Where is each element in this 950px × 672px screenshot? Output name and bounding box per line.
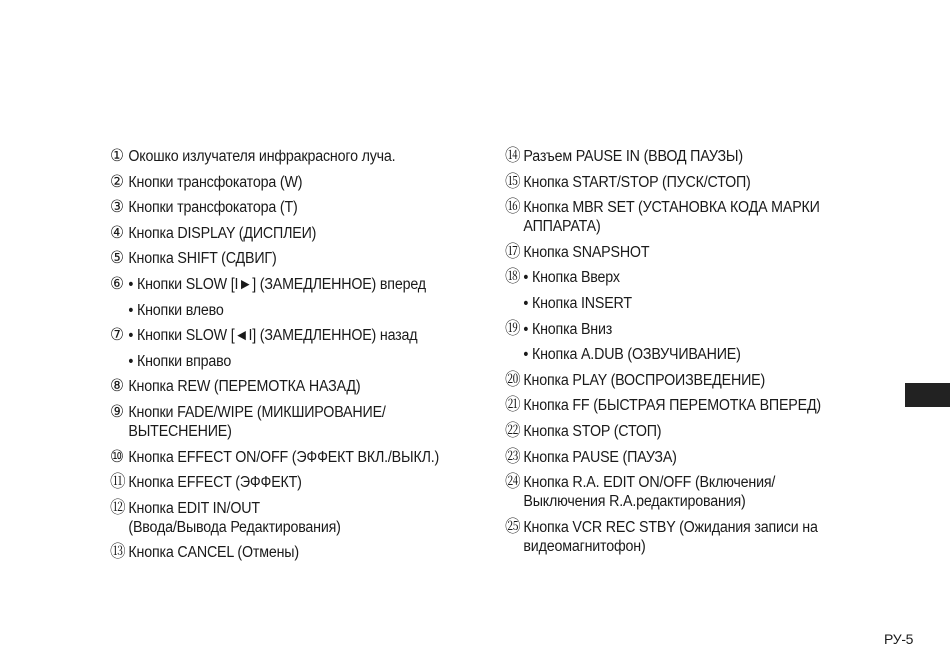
left-column [110, 147, 480, 569]
list-item [110, 275, 450, 294]
item-text: Кнопки FADE/WIPE (МИКШИРОВАНИЕ/ [128, 403, 386, 421]
list-item [110, 499, 450, 537]
item-text: • Кнопки вправо [128, 352, 232, 370]
list-item [110, 301, 450, 320]
list-item [505, 345, 836, 364]
item-text: Кнопка FF (БЫСТРАЯ ПЕРЕМОТКА ВПЕРЕД) [523, 397, 821, 415]
item-text: АППАРАТА) [523, 218, 601, 236]
item-text: Разъем PAUSE IN (ВВОД ПАУЗЫ) [523, 148, 743, 165]
item-number: ㉕ [505, 516, 521, 537]
item-text: Кнопка START/STOP (ПУСК/СТОП) [523, 173, 751, 191]
list-item [110, 326, 450, 345]
item-number: ㉑ [505, 395, 521, 416]
item-text: • Кнопки влево [128, 301, 224, 319]
item-text: ВЫТЕСНЕНИЕ) [128, 422, 232, 440]
item-text: видеомагнитофон) [523, 537, 646, 555]
section-tab-marker [905, 383, 950, 407]
list-item [110, 403, 450, 441]
item-text: Кнопка EDIT IN/OUT [128, 499, 260, 517]
item-number: ⑦ [110, 325, 124, 346]
list-item [110, 147, 450, 166]
item-text: Кнопка EFFECT (ЭФФЕКТ) [128, 474, 302, 492]
item-number: ⑰ [505, 241, 521, 262]
list-item [505, 448, 836, 467]
list-item [505, 518, 836, 556]
list-item [110, 377, 450, 396]
item-number: ③ [110, 197, 124, 218]
list-item [505, 422, 836, 441]
item-number: ② [110, 171, 124, 192]
item-text: Кнопки трансфокатора (T) [128, 199, 298, 217]
item-text: Кнопка PLAY (ВОСПРОИЗВЕДЕНИЕ) [523, 371, 766, 389]
item-number: ⑮ [505, 171, 521, 192]
list-item [110, 448, 450, 467]
right-column [505, 147, 865, 562]
item-number: ⑧ [110, 376, 124, 397]
item-text: • Кнопка A.DUB (ОЗВУЧИВАНИЕ) [523, 346, 741, 364]
item-number: ① [110, 146, 124, 166]
page-number: РУ-5 [884, 631, 914, 647]
item-text: Кнопка STOP (СТОП) [523, 422, 662, 440]
item-number: ⑤ [110, 248, 124, 269]
list-item [110, 198, 450, 217]
item-number: ⑬ [110, 542, 126, 563]
item-text: Кнопка R.A. EDIT ON/OFF (Включения/ [523, 474, 776, 492]
list-item [505, 473, 836, 511]
list-item [505, 243, 836, 262]
item-number: ⑥ [110, 273, 124, 294]
item-number: ⑯ [505, 197, 521, 218]
item-text: Кнопка CANCEL (Отмены) [128, 544, 299, 562]
list-item [505, 294, 836, 313]
list-item [110, 224, 450, 243]
item-text: • Кнопки SLOW [◄I] (ЗАМЕДЛЕННОЕ) назад [128, 327, 418, 345]
item-text: Кнопка PAUSE (ПАУЗА) [523, 448, 677, 466]
item-text: Окошко излучателя инфракрасного луча. [128, 148, 396, 165]
list-item [505, 268, 836, 287]
item-text: (Ввода/Вывода Редактирования) [128, 518, 341, 536]
item-number: ⑱ [505, 267, 521, 288]
item-number: ⑲ [505, 318, 521, 339]
item-text: • Кнопки SLOW [I►] (ЗАМЕДЛЕННОЕ) вперед [128, 275, 426, 293]
list-item [110, 543, 450, 562]
item-number: ④ [110, 222, 124, 243]
list-item [505, 173, 836, 192]
item-text: Кнопка SNAPSHOT [523, 243, 650, 261]
item-text: Кнопка EFFECT ON/OFF (ЭФФЕКТ ВКЛ./ВЫКЛ.) [128, 448, 440, 466]
item-number: ⑪ [110, 472, 126, 493]
list-item [110, 249, 450, 268]
list-item [110, 352, 450, 371]
list-item [505, 147, 836, 166]
item-number: ⑫ [110, 497, 126, 518]
list-item [505, 371, 836, 390]
list-item [505, 198, 836, 236]
item-text: • Кнопка Вверх [523, 269, 620, 287]
item-text: Кнопка REW (ПЕРЕМОТКА НАЗАД) [128, 378, 361, 396]
item-text: Кнопки трансфокатора (W) [128, 173, 303, 191]
item-text: • Кнопка INSERT [523, 294, 632, 312]
list-item [505, 396, 836, 415]
list-item [110, 173, 450, 192]
item-number: ⑭ [505, 146, 521, 166]
item-text: Выключения R.A.редактирования) [523, 493, 746, 511]
item-number: ㉔ [505, 472, 521, 493]
item-text: Кнопка DISPLAY (ДИСПЛЕИ) [128, 224, 317, 242]
item-number: ㉓ [505, 446, 521, 467]
list-item [505, 320, 836, 339]
item-text: Кнопка SHIFT (СДВИГ) [128, 250, 277, 268]
item-text: Кнопка MBR SET (УСТАНОВКА КОДА МАРКИ [523, 199, 820, 217]
item-number: ⑳ [505, 369, 521, 390]
item-number: ⑩ [110, 446, 124, 467]
list-item [110, 473, 450, 492]
item-number: ⑨ [110, 401, 124, 422]
item-number: ㉒ [505, 420, 521, 441]
item-text: • Кнопка Вниз [523, 320, 613, 338]
item-text: Кнопка VCR REC STBY (Ожидания записи на [523, 518, 818, 536]
